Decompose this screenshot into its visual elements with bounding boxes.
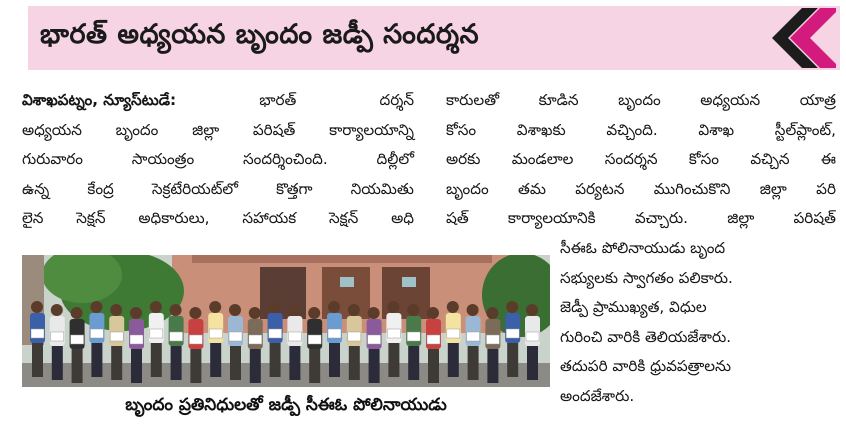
article-word: పరిషత్ [252,120,296,139]
article-word: కార్యాలయాన్ని [329,120,414,139]
person-legs [270,343,281,377]
person-body [327,313,342,343]
article-column-right [446,86,836,234]
certificate [308,335,321,344]
article-word: కోసం [446,120,477,139]
article-word: జిల్లా [759,179,787,198]
person-body [367,319,382,349]
person-legs [190,349,201,383]
person-body [347,316,362,346]
person-legs [131,349,142,383]
article-line [22,86,414,116]
article-word: యాత్ర [799,91,836,109]
article-word: స్టీల్‌ప్లాంట్, [774,120,836,139]
article-word: బృందం [446,179,489,198]
article-column-left [22,86,414,234]
person-legs [250,349,261,383]
headline: భారత్ అధ్యయన బృందం జడ్పీ సందర్శన [40,19,480,50]
article-column-right-continued [560,234,836,411]
article-word: విశాఖకు [516,120,566,139]
certificate [467,332,480,341]
article-word: వచ్చారు. [634,209,688,227]
certificate [110,332,123,341]
certificate [427,335,440,344]
article-line: గురించి వారికి తెలియజేశారు. [560,327,732,346]
person-body [30,313,45,343]
person-body [129,319,144,349]
person-legs [111,346,122,380]
person-head [189,307,201,319]
article-word: గురువారం [22,150,83,168]
person-head [308,307,320,319]
person-legs [52,346,63,380]
person-legs [507,343,518,377]
person-head [90,301,102,313]
article-word: అధి [391,209,414,227]
person-body [208,313,223,343]
person-body [525,316,540,346]
article-word: వచ్చింది. [606,120,658,139]
certificate [130,335,143,344]
person-legs [349,346,360,380]
person-body [248,319,263,349]
article-word: దిల్లీలో [376,150,414,168]
person-head [249,307,261,319]
person-head [368,307,380,319]
certificate [189,335,202,344]
person-body [89,313,104,343]
person-head [269,301,281,313]
person-body [446,313,461,343]
person-legs [487,349,498,383]
article-word: అరకు [446,150,481,168]
person-body [485,319,500,349]
article-word: ముగించుకొని [653,179,731,198]
article-line [22,204,414,234]
person-legs [408,346,419,380]
person-body [307,319,322,349]
article-word: కార్యాలయానికి [507,209,596,227]
article-line: అందజేశారు. [560,386,635,405]
article-word: అధ్యయన [700,91,761,109]
person-legs [448,343,459,377]
person-body [426,319,441,349]
person-legs [171,346,182,380]
group-photo [22,255,550,387]
certificate [526,332,539,341]
certificate [90,329,103,338]
article-word: బృందం [115,120,159,139]
certificate [71,335,84,344]
person-head [31,301,43,313]
person-head [229,304,241,316]
person-legs [289,346,300,380]
person-legs [72,349,83,383]
person-body [70,319,85,349]
person-body [169,316,184,346]
person-body [287,316,302,346]
person-head [130,307,142,319]
article-word: తమ [518,179,546,198]
article-line: సభ్యులకు స్వాగతం పలికారు. [560,268,733,287]
person-head [526,304,538,316]
person-legs [428,349,439,383]
article-line [22,175,414,205]
person-legs [32,343,43,377]
person-legs [329,343,340,377]
article-line [446,145,836,175]
article-word: షత్ [446,209,469,227]
person-legs [388,343,399,377]
person-head [71,307,83,319]
article-line [446,86,836,116]
certificate [150,329,163,338]
article-word: ఉన్న [22,179,50,198]
article-word: పర్యటన [575,179,625,198]
article-word: జిల్లా [727,209,755,227]
article-line: తదుపరి వారికి ధ్రువపత్రాలను [560,357,731,375]
person-head [407,304,419,316]
article-word: వచ్చిన [750,150,790,168]
article-line: జెడ్పీ ప్రాముఖ్యత, విధుల [560,298,707,316]
certificate [348,332,361,341]
article-line [446,116,836,146]
person-legs [309,349,320,383]
person-head [288,304,300,316]
person-head [506,301,518,313]
person-body [505,313,520,343]
certificate [506,329,519,338]
article-word: నియమితు [350,179,414,198]
certificate [368,335,381,344]
person-legs [91,343,102,377]
article-word: లైన [22,209,44,227]
certificate [288,332,301,341]
person-body [386,313,401,343]
article-word: సహాయక [242,209,297,227]
person-body [228,316,243,346]
person-head [348,304,360,316]
person-head [387,301,399,313]
certificate [229,332,242,341]
article-word: విశాఖ [698,120,735,139]
article-word: దర్శన్ [379,91,414,109]
certificate [269,329,282,338]
certificate [447,329,460,338]
article-word: ఈ [820,150,836,168]
person-body [268,313,283,343]
certificate [209,329,222,338]
article-line [22,116,414,146]
person-head [467,304,479,316]
person-legs [369,349,380,383]
person-legs [210,343,221,377]
article-word: అధ్యయన [22,120,82,139]
person-head [209,301,221,313]
certificate [486,335,499,344]
certificate [328,329,341,338]
article-line [446,175,836,205]
article-word: సెక్రటేరియట్‌లో [151,179,239,198]
article-word: విశాఖపట్నం, న్యూస్‌టుడే: [22,91,177,109]
article-word: కేంద్ర [87,179,114,198]
article-word: కొత్తగా [276,179,313,198]
person-legs [468,346,479,380]
person-legs [230,346,241,380]
certificate [31,329,44,338]
group-photo-image [22,255,550,387]
person-body [109,316,124,346]
certificate [407,332,420,341]
person-head [486,307,498,319]
person-head [427,307,439,319]
certificate [51,332,64,341]
person-body [50,316,65,346]
person-body [149,313,164,343]
person-head [150,301,162,313]
article-word: బృందం [618,91,661,109]
person-body [466,316,481,346]
person-legs [151,343,162,377]
person-head [170,304,182,316]
article-word: సెక్షన్ [328,209,359,227]
article-line [446,204,836,234]
article-word: జిల్లా [192,120,220,139]
article-word: సాయంత్రం [131,150,195,168]
article-word: భారత్ [259,91,297,109]
article-line: సీఈఓ పోలినాయుడు బృంద [560,239,726,257]
certificate [170,332,183,341]
person-head [51,304,63,316]
person-head [110,304,122,316]
article-word: సందర్శించింది. [242,150,328,168]
person-body [406,316,421,346]
chevron-decoration-icon [762,6,836,70]
person-body [188,319,203,349]
article-word: పరి [816,179,836,198]
certificate [249,335,262,344]
person-head [447,301,459,313]
person-head [328,301,340,313]
article-word: సందర్శన [604,150,658,168]
photo-caption: బృందం ప్రతినిధులతో జడ్పీ సీఈఓ పోలినాయుడు [125,395,447,415]
article-word: సెక్షన్ [76,209,106,227]
article-word: కారులతో [446,91,500,109]
article-word: పరిషత్ [793,209,836,227]
person-legs [527,346,538,380]
article-word: కూడిన [538,91,579,109]
article-word: అధికారులు, [138,209,210,227]
article-word: కోసం [688,150,719,168]
article-line [22,145,414,175]
certificate [387,329,400,338]
article-word: మండలాల [511,150,574,168]
